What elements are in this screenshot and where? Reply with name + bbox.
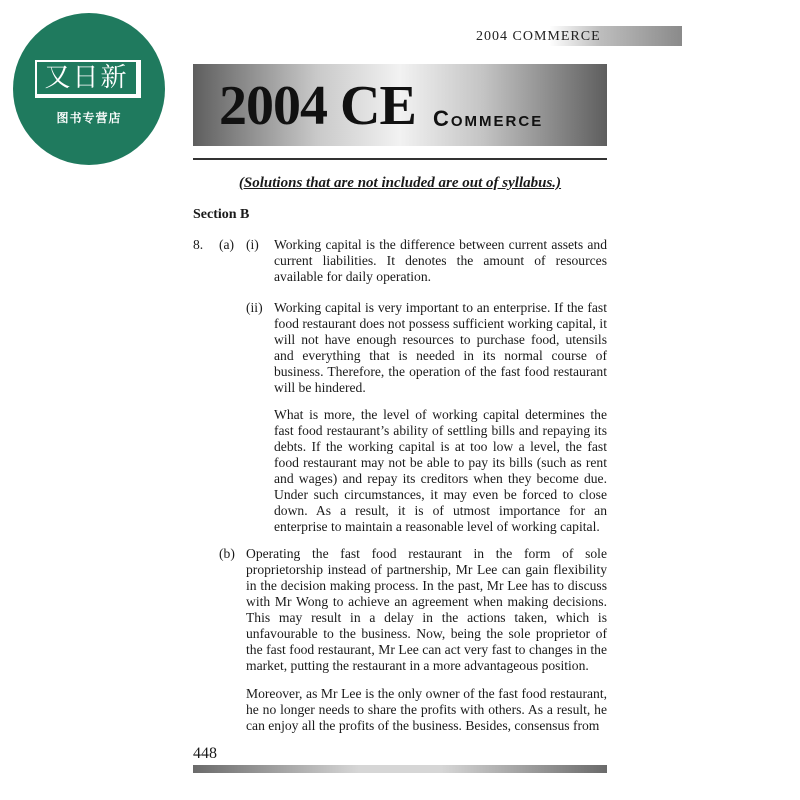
part-a-i-label: (i): [246, 237, 259, 252]
section-heading: Section B: [193, 207, 250, 222]
page-number: 448: [193, 745, 217, 762]
part-b-label: (b): [219, 546, 235, 561]
part-a-ii-label: (ii): [246, 300, 263, 315]
store-logo-brand: 又日新: [35, 60, 141, 98]
store-logo-subtitle: 图书专营店: [56, 111, 122, 125]
running-header: [468, 26, 682, 46]
syllabus-note: (Solutions that are not included are out of syllabus.): [238, 175, 562, 191]
part-b-text-1: Operating the fast food restaurant in the form of sole proprietorship instead of partnership, Mr Lee can gain flexibility in the decision making process. In the past, Mr Lee has to discuss with Mr Wong to achieve an agreement when making decisions. This may result in a delay in the actions taken, which is unfavourable to the business. Now, being the sole proprietor of the fast food restaurant, Mr Lee can act very fast to changes in the market, putting the restaurant in a more advantageous position.: [246, 546, 607, 673]
question-number: 8.: [193, 237, 204, 252]
header-rule: [193, 158, 607, 160]
part-b-text-2: Moreover, as Mr Lee is the only owner of the fast food restaurant, he no longer needs to share the profits with others. As a result, he can enjoy all the profits of the business. Besides, consensus from: [246, 686, 607, 733]
part-a-i-text: Working capital is the difference between current assets and current liabilities. It denotes the amount of resources available for daily operation.: [274, 237, 607, 284]
running-header-title: 2004 COMMERCE: [476, 29, 601, 44]
part-a-label: (a): [219, 237, 235, 252]
title-banner: [193, 64, 607, 146]
footer-bar: [193, 765, 607, 773]
banner-title-sub: Commerce: [433, 106, 544, 131]
banner-title-main: 2004 CE: [219, 75, 416, 137]
part-a-ii-text-1: Working capital is very important to an enterprise. If the fast food restaurant does not possess sufficient working capital, it will not have enough resources to purchase food, utensils and everything that is needed in its normal course of business. Therefore, the operation of the fast food restaurant will be hindered.: [274, 300, 607, 395]
part-a-ii-text-2: What is more, the level of working capital determines the fast food restaurant’s ability of settling bills and repaying its debts. If the working capital is at too low a level, the fast food restaurant may not be able to pay its bills (such as rent and wages) and repay its creditors when they become due. Under such circumstances, it may even be forced to close down. As a result, it is of utmost importance for an enterprise to maintain a reasonable level of working capital.: [274, 407, 607, 534]
store-logo-badge: [13, 13, 165, 165]
